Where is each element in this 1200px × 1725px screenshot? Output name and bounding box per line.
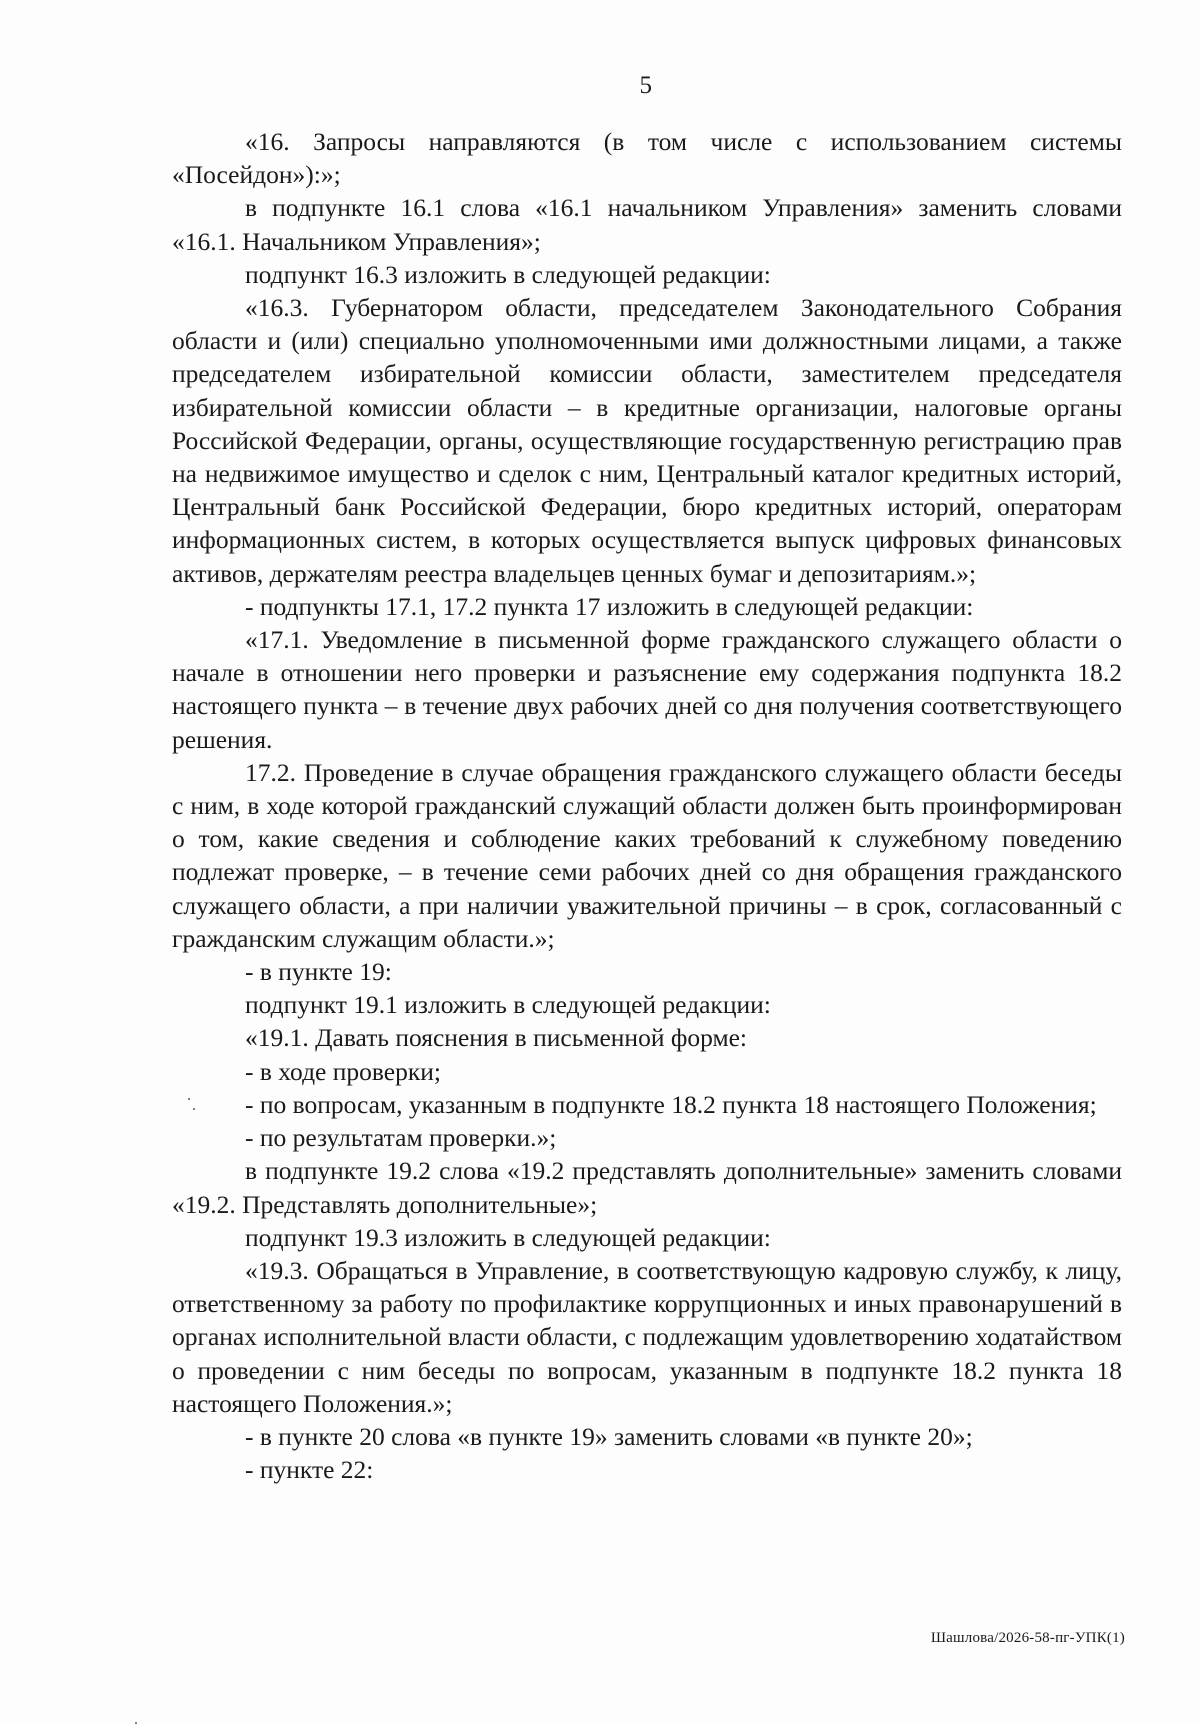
paragraph: - в пункте 19: (245, 957, 392, 987)
paragraph: «19.3. Обращаться в Управление, в соответствующую кадровую службу, к лицу, ответственному за работу по профилактике коррупционных и иных правонарушений в органах исполнительной власти области, с подлежащим удовлетворению ходатайством о проведении с ним беседы по вопросам, указанным в подпункте 18.2 пункта 18 настоящего Положения.»; (172, 1255, 1122, 1418)
paragraph: - по вопросам, указанным в подпункте 18.2 пункта 18 настоящего Положения; (245, 1089, 1097, 1119)
page-number: 5 (639, 72, 653, 99)
footer-reference: Шашлова/2026-58-пг-УПК(1) (930, 1630, 1125, 1646)
paragraph: «16.3. Губернатором области, председателем Законодательного Собрания области и (или) специально уполномоченными ими должностными лицами, а также председателем избирательной комиссии области, заместителем председателя избирательной комиссии области – в кредитные организации, налоговые органы Российской Федерации, органы, осуществляющие государственную регистрацию прав на недвижимое имущество и сделок с ним, Центральный каталог кредитных историй, Центральный банк Российской Федерации, бюро кредитных историй, операторам информационных систем, в которых осуществляется выпуск цифровых финансовых активов, держателям реестра владельцев ценных бумаг и депозитариям.»; (172, 293, 1122, 588)
paragraph: 17.2. Проведение в случае обращения гражданского служащего области беседы с ним, в ходе которой гражданский служащий области должен быть проинформирован о том, какие сведения и соблюдение каких требований к служебному поведению подлежат проверке, – в течение семи рабочих дней со дня обращения гражданского служащего области, а при наличии уважительной причины – в срок, согласованный с гражданским служащим области.»; (172, 757, 1122, 953)
paragraph: подпункт 16.3 изложить в следующей редакции: (245, 259, 771, 289)
paragraph: «17.1. Уведомление в письменной форме гражданского служащего области о начале в отношении него проверки и разъяснение ему содержания подпункта 18.2 настоящего пункта – в течение двух рабочих дней со дня получения соответствующего решения. (172, 625, 1122, 754)
paragraph: подпункт 19.3 изложить в следующей редакции: (245, 1222, 771, 1252)
paragraph: «19.1. Давать пояснения в письменной форме: (245, 1023, 748, 1053)
paragraph: - подпункты 17.1, 17.2 пункта 17 изложить в следующей редакции: (245, 591, 974, 621)
scan-speck (188, 1098, 190, 1100)
document-body (172, 125, 1122, 1486)
paragraph: в подпункте 16.1 слова «16.1 начальником Управления» заменить словами «16.1. Начальником Управления»; (172, 193, 1122, 256)
paragraph: - в пункте 20 слова «в пункте 19» заменить словами «в пункте 20»; (245, 1421, 973, 1451)
paragraph: подпункт 19.1 изложить в следующей редакции: (245, 990, 771, 1020)
paragraph: - в ходе проверки; (245, 1056, 441, 1086)
scan-speck (193, 1108, 195, 1110)
paragraph: «16. Запросы направляются (в том числе с использованием системы «Посейдон»):»; (172, 127, 1122, 190)
paragraph: - пункте 22: (245, 1455, 374, 1485)
paragraph: - по результатам проверки.»; (245, 1123, 557, 1153)
paragraph: в подпункте 19.2 слова «19.2 представлять дополнительные» заменить словами «19.2. Представлять дополнительные»; (172, 1156, 1122, 1219)
scan-speck (135, 1722, 137, 1724)
